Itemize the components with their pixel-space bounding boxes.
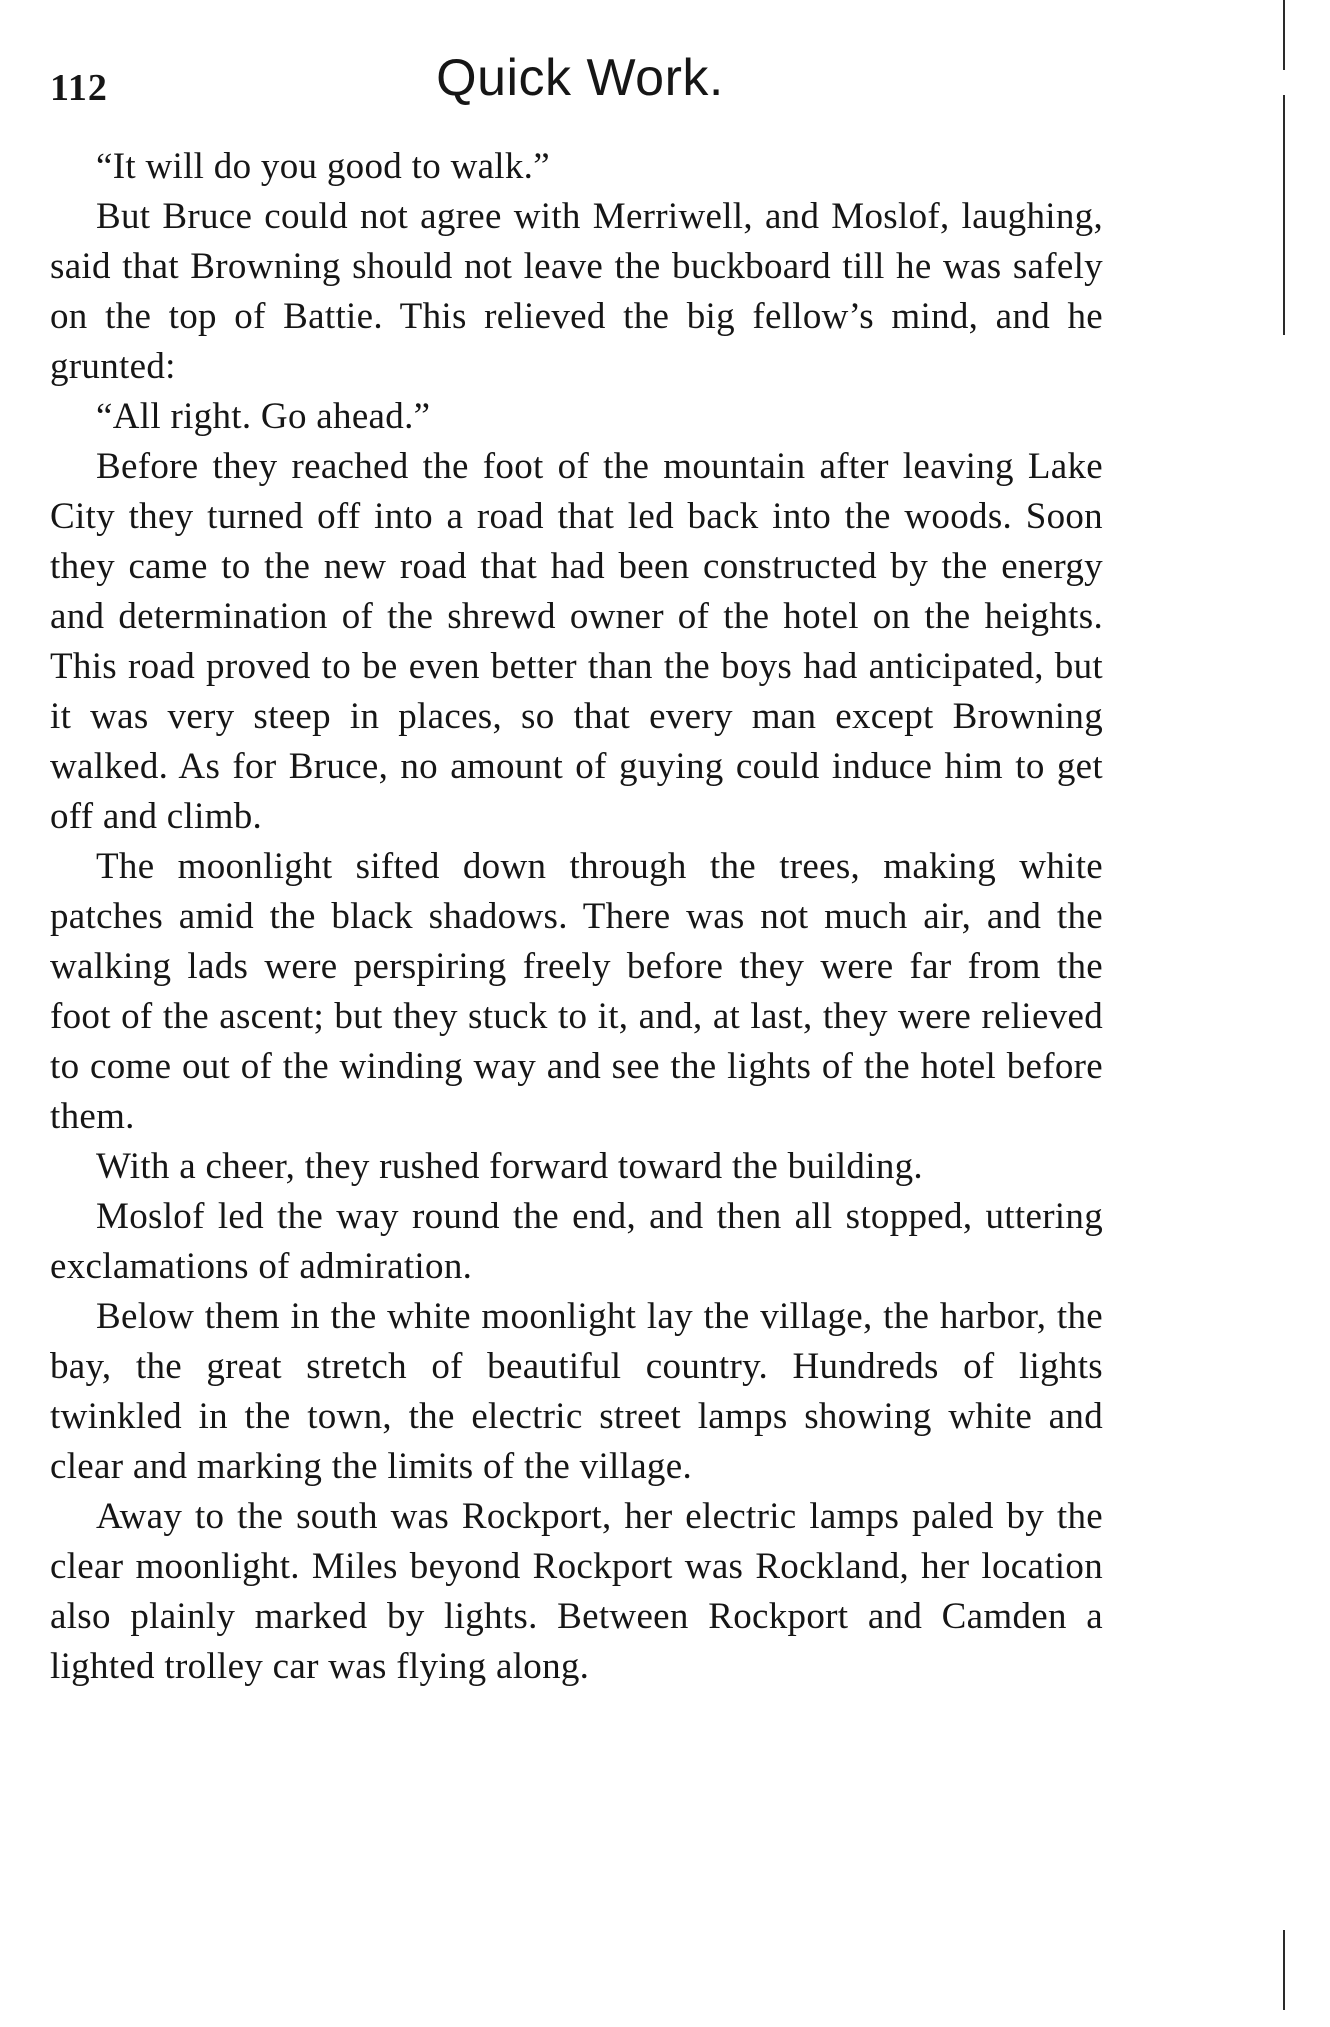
- paragraph: But Bruce could not agree with Merriwell, and Moslof, laughing, said that Browning should not leave the buckboard till he was safely on the top of Battie. This relieved the big fellow’s mind, and he grunted:: [50, 196, 1103, 387]
- paragraph: “It will do you good to walk.”: [96, 146, 550, 187]
- body-text: [50, 142, 1103, 1692]
- scan-edge-mark: [1283, 0, 1285, 70]
- paragraph: Before they reached the foot of the mountain after leaving Lake City they turned off into a road that led back into the woods. Soon they came to the new road that had been constructed by the energy and determination of the shrewd owner of the hotel on the heights. This road proved to be even better than the boys had anticipated, but it was very steep in places, so that every man except Browning walked. As for Bruce, no amount of guying could induce him to get off and climb.: [50, 446, 1103, 837]
- paragraph: Away to the south was Rockport, her electric lamps paled by the clear moonlight. Miles beyond Rockport was Rockland, her location also plainly marked by lights. Between Rockport and Camden a lighted trolley car was flying along.: [50, 1496, 1103, 1687]
- page-number: 112: [50, 67, 108, 109]
- paragraph: Below them in the white moonlight lay the village, the harbor, the bay, the great stretch of beautiful country. Hundreds of lights twinkled in the town, the electric street lamps showing white and clear and marking the limits of the village.: [50, 1296, 1103, 1487]
- scan-edge-mark: [1283, 95, 1285, 335]
- paragraph: The moonlight sifted down through the trees, making white patches amid the black shadows. There was not much air, and the walking lads were perspiring freely before they were far from the foot of the ascent; but they stuck to it, and, at last, they were relieved to come out of the winding way and see the lights of the hotel before them.: [50, 846, 1103, 1137]
- paragraph: “All right. Go ahead.”: [96, 396, 431, 437]
- running-title: Quick Work.: [436, 49, 724, 107]
- paragraph: With a cheer, they rushed forward toward the building.: [96, 1146, 923, 1187]
- page-header: [50, 48, 1110, 118]
- scan-edge-mark: [1283, 1930, 1285, 2010]
- paragraph: Moslof led the way round the end, and then all stopped, uttering exclamations of admiration.: [50, 1196, 1103, 1287]
